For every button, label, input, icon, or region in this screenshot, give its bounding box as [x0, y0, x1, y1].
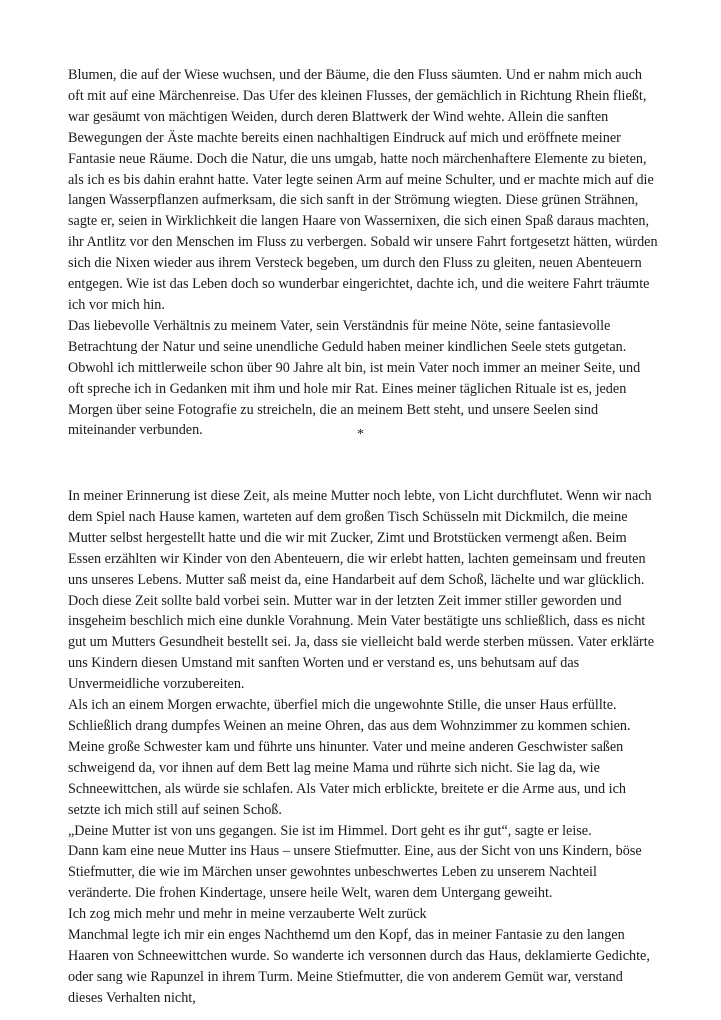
- paragraph-nightgown: Manchmal legte ich mir ein enges Nachthemd um den Kopf, das in meiner Fantasie zu den langen Haaren von Schneewittchen wurde. So wanderte ich versonnen durch das Haus, deklamierte Gedichte, oder sang wie Rapunzel in ihrem Turm. Meine Stiefmutter, die von anderem Gemüt war, verstand dieses Verhalten nicht,: [68, 927, 650, 1006]
- paragraph-morning-silence: Als ich an einem Morgen erwachte, überfiel mich die ungewohnte Stille, die unser Haus erfüllte. Schließlich drang dumpfes Weinen an meine Ohren, das aus dem Wohnzimmer zu kommen schien. Meine große Schwester kam und führte uns hinunter. Vater und meine anderen Geschwister saßen schweigend da, vor ihnen auf dem Bett lag meine Mama und rührte sich nicht. Sie lag da, wie Schneewittchen, als würde sie schlafen. Als Vater mich erblickte, breitete er die Arme aus, und ich setzte ich mich still auf seinen Schoß.: [68, 697, 631, 818]
- paragraph-stepmother: Dann kam eine neue Mutter ins Haus – unsere Stiefmutter. Eine, aus der Sicht von uns Kindern, böse Stiefmutter, die wie im Märchen unser gewohntes unbeschwertes Leben zu unserem Nachteil veränderte. Die frohen Kindertage, unsere heile Welt, waren dem Untergang geweiht.: [68, 843, 642, 902]
- text-section-father: [68, 65, 658, 441]
- paragraph-mother-memory: In meiner Erinnerung ist diese Zeit, als meine Mutter noch lebte, von Licht durchflutet. Wenn wir nach dem Spiel nach Hause kamen, warteten auf dem großen Tisch Schüsseln mit Dickmilch, die meine Mutter selbst hergestellt hatte und die wir mit Zucker, Zimt und Brotstücken vermengt aßen. Beim Essen erzählten wir Kinder von den Abenteuern, die wir erlebt hatten, lachten gemeinsam und freuten uns unseres Lebens. Mutter saß meist da, eine Handarbeit auf dem Schoß, lächelte und war glücklich. Doch diese Zeit sollte bald vorbei sein. Mutter war in der letzten Zeit immer stiller geworden und insgeheim beschlich mich eine dunkle Vorahnung. Mein Vater bestätigte uns schließlich, dass es nicht gut um Mutters Gesundheit bestellt sei. Ja, dass sie vielleicht bald werde sterben müssen. Vater erklärte uns Kindern diesen Umstand mit sanften Worten und er verstand es, uns behutsam auf das Unvermeidliche vorzubereiten.: [68, 488, 655, 693]
- paragraph-father-relationship: Das liebevolle Verhältnis zu meinem Vater, sein Verständnis für meine Nöte, seine fantasievolle Betrachtung der Natur und seine unendliche Geduld haben meiner kindlichen Seele stets gutgetan. Obwohl ich mittlerweile schon über 90 Jahre alt bin, ist mein Vater noch immer an meiner Seite, und oft spreche ich in Gedanken mit ihm und hole mir Rat. Eines meiner täglichen Rituale ist es, jeden Morgen über seine Fotografie zu streicheln, die an meinem Bett steht, und unsere Seelen sind miteinander verbunden.: [68, 317, 641, 439]
- section-separator: *: [357, 427, 364, 442]
- paragraph-father-quote: „Deine Mutter ist von uns gegangen. Sie ist im Himmel. Dort geht es ihr gut“, sagte er leise.: [68, 822, 592, 839]
- paragraph-withdrawal: Ich zog mich mehr und mehr in meine verzauberte Welt zurück: [68, 906, 427, 923]
- paragraph-river-journey: Blumen, die auf der Wiese wuchsen, und der Bäume, die den Fluss säumten. Und er nahm mich auch oft mit auf eine Märchenreise. Das Ufer des kleinen Flusses, der gemächlich in Richtung Rhein fließt, war gesäumt von mächtigen Weiden, durch deren Blattwerk der Wind wehte. Allein die sanften Bewegungen der Äste machte bereits einen nachhaltigen Eindruck auf mich und eröffnete meiner Fantasie neue Räume. Doch die Natur, die uns umgab, hatte noch märchenhaftere Elemente zu bieten, als ich es bis dahin erahnt hatte. Vater legte seinen Arm auf meine Schulter, und er machte mich auf die langen Wasserpflanzen aufmerksam, die sich sanft in der Strömung wiegten. Diese grünen Strähnen, sagte er, seien in Wirklichkeit die langen Haare von Wassernixen, die sich einen Spaß daraus machten, ihr Antlitz vor den Menschen im Fluss zu verbergen. Sobald wir unsere Fahrt fortgesetzt hätten, würden sich die Nixen wieder aus ihrem Versteck begeben, um durch den Fluss zu gleiten, neuen Abenteuern entgegen. Wie ist das Leben doch so wunderbar eingerichtet, dachte ich, und die weitere Fahrt träumte ich vor mich hin.: [68, 67, 658, 313]
- text-section-mother: [68, 486, 658, 1009]
